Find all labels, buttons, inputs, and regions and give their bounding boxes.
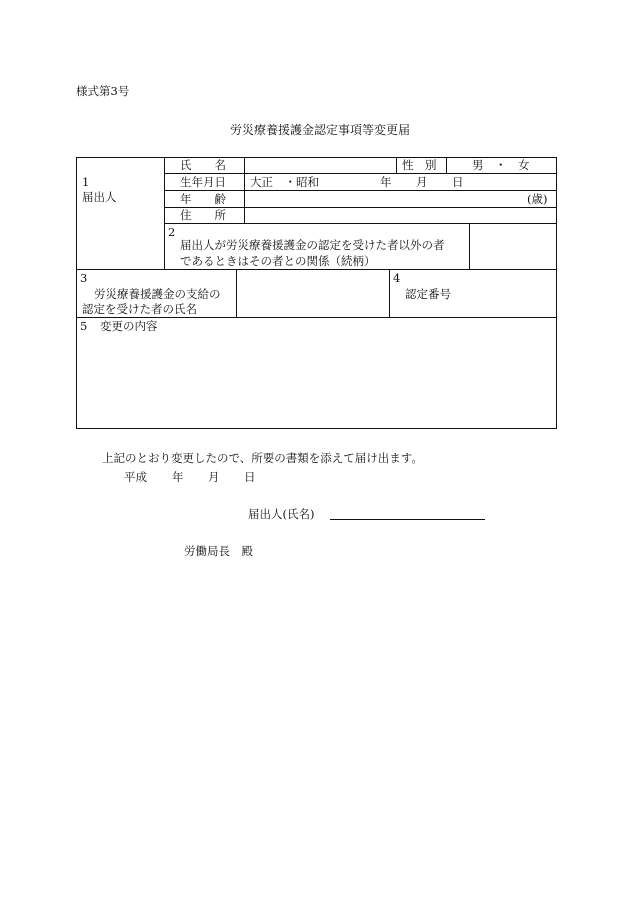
age-unit: (歳): [527, 192, 548, 206]
sex-options[interactable]: 男 ・ 女: [472, 158, 530, 172]
recipient-name-field[interactable]: [237, 270, 389, 317]
form-title: 労災療養援護金認定事項等変更届: [230, 123, 411, 137]
section3-line2: 認定を受けた者の氏名: [82, 302, 197, 316]
dob-era: 大正 ・昭和: [250, 175, 319, 189]
name-field[interactable]: [245, 158, 395, 173]
table-line: [164, 173, 557, 174]
change-details-field[interactable]: [77, 336, 556, 428]
name-label: 氏 名: [180, 158, 226, 172]
section2-line1: 届出人が労災療養援護金の認定を受けた者以外の者: [180, 238, 445, 252]
section3-number: 3: [80, 271, 88, 285]
form-number: 様式第3号: [76, 84, 130, 98]
section5-number: 5: [80, 319, 88, 333]
table-line: [389, 269, 390, 317]
relationship-field[interactable]: [470, 224, 556, 269]
section5-label: 変更の内容: [100, 319, 158, 333]
table-line: [446, 157, 447, 173]
signature-line[interactable]: [330, 519, 485, 520]
certification-number-field[interactable]: [470, 270, 556, 317]
section2-line2: であるときはその者との関係（続柄）: [180, 254, 376, 268]
table-line: [556, 157, 557, 429]
date-day: 日: [244, 470, 256, 484]
date-year: 年: [172, 470, 184, 484]
date-month: 月: [208, 470, 220, 484]
signature-label: 届出人(氏名): [248, 507, 315, 521]
statement-text: 上記のとおり変更したので、所要の書類を添えて届け出ます。: [102, 451, 423, 465]
section2-number: 2: [168, 225, 176, 239]
addressee: 労働局長 殿: [184, 544, 253, 558]
table-line: [396, 157, 397, 173]
address-field[interactable]: [245, 208, 556, 223]
age-field[interactable]: [245, 191, 515, 207]
dob-label: 生年月日: [180, 175, 226, 189]
sex-label: 性 別: [402, 158, 437, 172]
date-era: 平成: [124, 470, 147, 484]
dob-day: 日: [452, 175, 464, 189]
address-label: 住 所: [180, 208, 226, 222]
section4-number: 4: [393, 271, 401, 285]
table-line: [164, 157, 165, 269]
section3-line1: 労災療養援護金の支給の: [94, 287, 221, 301]
section4-label: 認定番号: [405, 287, 451, 301]
table-line: [76, 317, 557, 318]
age-label: 年 齢: [180, 192, 226, 206]
dob-year: 年: [380, 175, 392, 189]
table-line: [76, 428, 557, 429]
section1-number: 1: [82, 175, 90, 189]
section1-label: 届出人: [82, 190, 117, 204]
dob-month: 月: [416, 175, 428, 189]
